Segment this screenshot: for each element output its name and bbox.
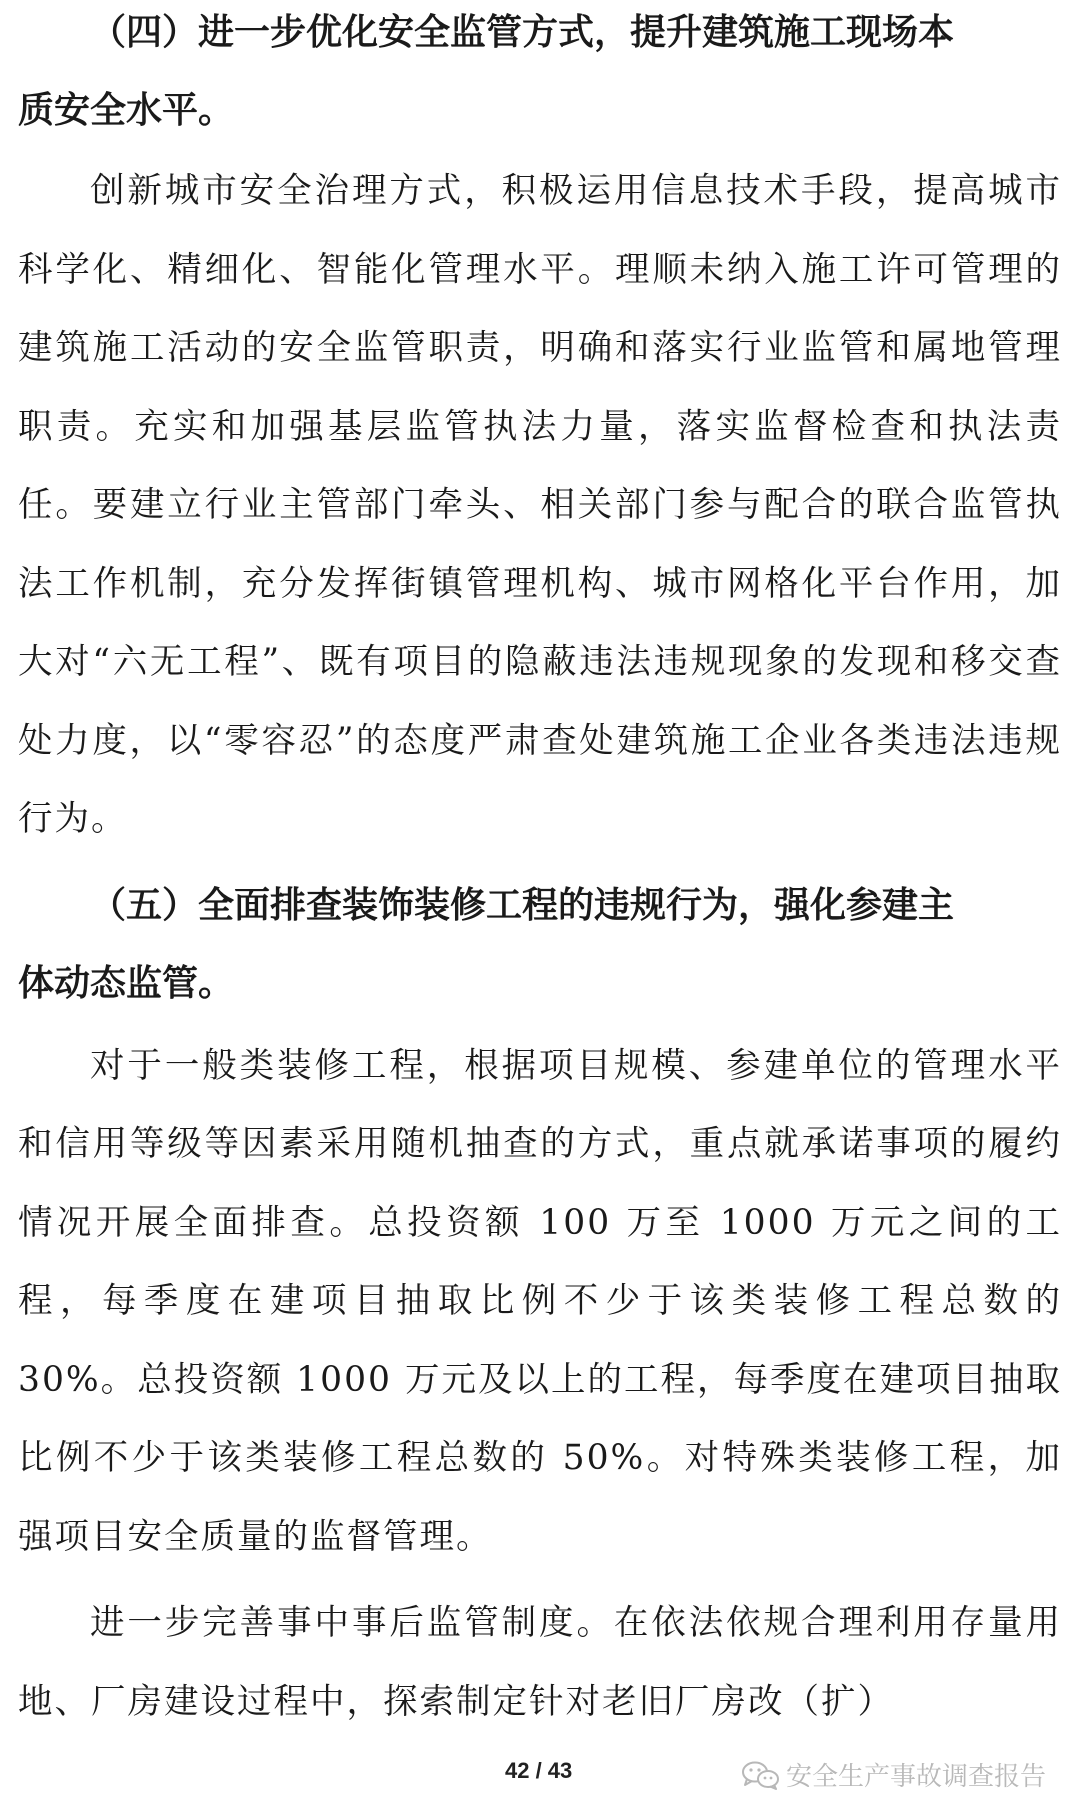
heading-line: （五）全面排查装饰装修工程的违规行为，强化参建主 xyxy=(90,884,955,926)
document-page xyxy=(18,0,1062,1741)
page-number: 42 / 43 xyxy=(505,1758,573,1783)
body-paragraph: 创新城市安全治理方式，积极运用信息技术手段，提高城市科学化、精细化、智能化管理水平。理顺未纳入施工许可管理的建筑施工活动的安全监管职责，明确和落实行业监管和属地管理职责。充实和加强基层监管执法力量，落实监督检查和执法责任。要建立行业主管部门牵头、相关部门参与配合的联合监管执法工作机制，充分发挥街镇管理机构、城市网格化平台作用，加大对“六无工程”、既有项目的隐蔽违法违规现象的发现和移交查处力度，以“零容忍”的态度严肃查处建筑施工企业各类违法违规行为。 xyxy=(18,171,1062,839)
body-paragraph: 对于一般类装修工程，根据项目规模、参建单位的管理水平和信用等级等因素采用随机抽查的方式，重点就承诺事项的履约情况开展全面排查。总投资额 100 万至 1000 万元之间的工程，每季度在建项目抽取比例不少于该类装修工程总数的 30%。总投资额 1000 万元及以上的工程，每季度在建项目抽取比例不少于该类装修工程总数的 50%。对特殊类装修工程，加强项目安全质量的监督管理。 xyxy=(18,1045,1062,1557)
watermark-text: 安全生产事故调查报告 xyxy=(786,1762,1047,1792)
section-heading-5 xyxy=(18,867,1062,1023)
heading-line: 质安全水平。 xyxy=(18,90,235,131)
body-paragraph: 进一步完善事中事后监管制度。在依法依规合理利用存量用地、厂房建设过程中，探索制定针对老旧厂房改（扩） xyxy=(18,1603,1062,1722)
page-footer xyxy=(0,1758,1080,1798)
heading-line: 体动态监管。 xyxy=(18,962,235,1004)
wechat-icon xyxy=(740,1760,780,1790)
heading-line: （四）进一步优化安全监管方式，提升建筑施工现场本 xyxy=(90,12,955,53)
section-heading-4 xyxy=(18,0,1062,150)
wechat-watermark xyxy=(740,1756,1046,1793)
